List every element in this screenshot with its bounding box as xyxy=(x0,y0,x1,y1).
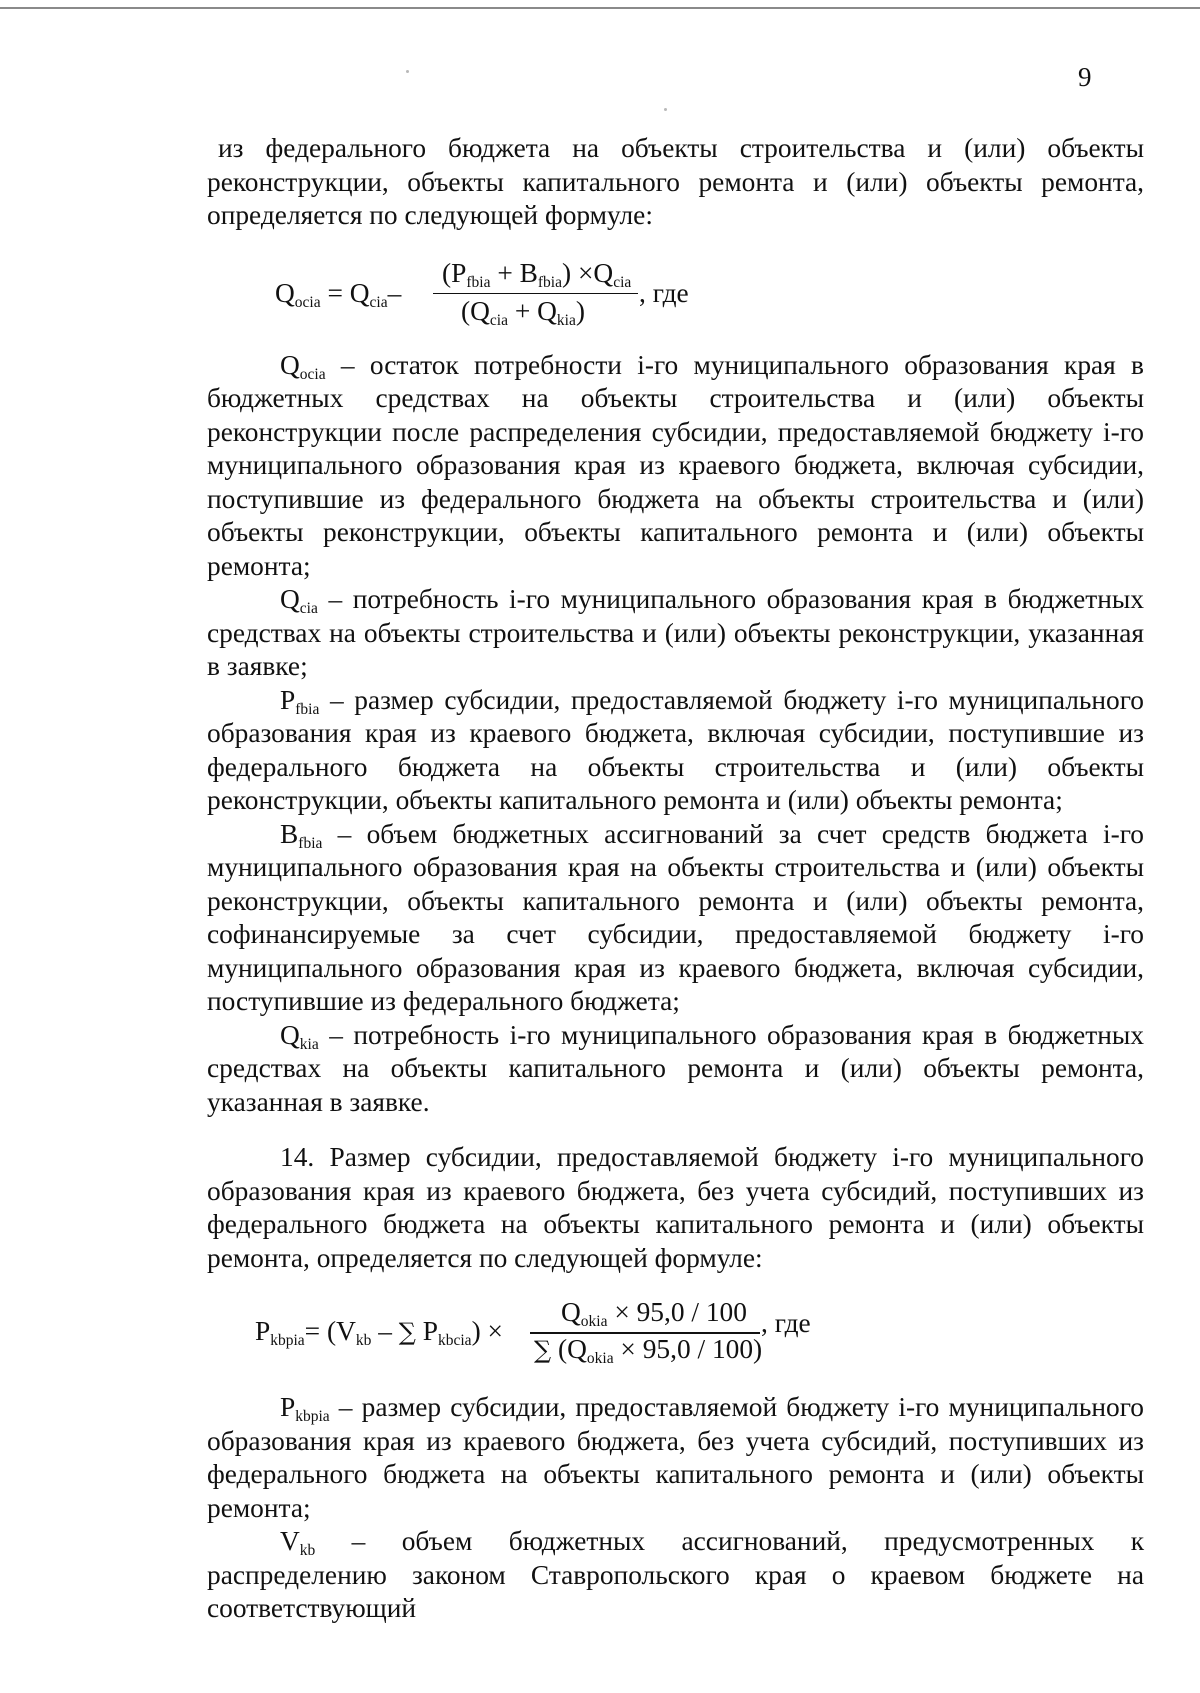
formula-numerator: $(P_{fbia} + B_{fbia}) \times Q_{cia}$ xyxy=(442,257,632,291)
definition-symbol: B xyxy=(280,818,299,849)
definition-symbol: Q xyxy=(280,1019,300,1050)
formula-lhs: $Q_{ocia} = Q_{cia}-$ xyxy=(275,277,402,311)
formula-lhs: $P_{kbpia}= (V_{kb}$ – ∑ $P_{kbcia}$) × xyxy=(255,1316,503,1349)
definition-subscript: fbia xyxy=(295,700,320,718)
definition-text: – объем бюджетных ассигнований за счет средств бюджета i-го муниципального образования края на объекты строительства и (или) объекты реконструкции, объекты капитального ремонта и (или) объекты ремонта, софинансируемые за счет субсидии, предоставляемой бюджету i-го муниципального образования края из краевого бюджета, включая субсидии, поступившие из федерального бюджета; xyxy=(207,818,1144,1016)
section-14-paragraph: 14. Размер субсидии, предоставляемой бюджету i-го муниципального образования края из краевого бюджета, без учета субсидий, поступивших из федерального бюджета на объекты капитального ремонта и (или) объекты ремонта, определяется по следующей формуле: xyxy=(207,1142,1144,1273)
definition-text: – потребность i-го муниципального образования края в бюджетных средствах на объекты капитального ремонта и (или) объекты ремонта, указанная в заявке. xyxy=(207,1019,1144,1117)
formula-denominator: $(Q_{cia} + Q_{kia})$ xyxy=(461,295,585,329)
definition-paragraph xyxy=(207,1525,1144,1626)
definition-symbol: Q xyxy=(280,349,300,380)
definition-text: – размер субсидии, предоставляемой бюджету i-го муниципального образования края из краевого бюджета, без учета субсидий, поступивших из федерального бюджета на объекты капитального ремонта и (или) объекты ремонта; xyxy=(207,1392,1144,1523)
definitions-list-1 xyxy=(207,349,1144,1120)
formula-qocia xyxy=(207,253,1144,329)
formula-denominator: ∑ $(Q_{okia} \times 95,0 / 100)$ xyxy=(534,1334,763,1367)
definition-symbol: V xyxy=(280,1526,300,1556)
definition-paragraph xyxy=(207,1019,1144,1120)
definition-text: – остаток потребности i-го муниципального образования края в бюджетных средствах на объекты строительства и (или) объекты реконструкции после распределения субсидии, предоставляемой бюджету i-го муниципального образования края из краевого бюджета, включая субсидии, поступившие из федерального бюджета на объекты строительства и (или) объекты реконструкции, объекты капитального ремонта и (или) объекты ремонта; xyxy=(207,349,1144,581)
definition-text: – потребность i-го муниципального образования края в бюджетных средствах на объекты строительства и (или) объекты реконструкции, указанная в заявке; xyxy=(207,584,1144,681)
intro-paragraph: из федерального бюджета на объекты строительства и (или) объекты реконструкции, объекты капитального ремонта и (или) объекты ремонта, определяется по следующей формуле: xyxy=(207,133,1144,230)
formula-pkbpia xyxy=(207,1293,1144,1369)
definition-subscript: fbia xyxy=(298,834,323,852)
definition-subscript: kbpia xyxy=(295,1408,330,1425)
formula-where: , где xyxy=(761,1308,811,1338)
definition-paragraph xyxy=(207,684,1144,818)
document-body xyxy=(207,132,1144,1626)
definitions-list-2 xyxy=(207,1391,1144,1626)
scan-top-edge xyxy=(0,7,1200,9)
scan-speck xyxy=(406,70,409,73)
definition-symbol: Q xyxy=(280,584,300,614)
definition-paragraph xyxy=(207,1391,1144,1525)
definition-text: – размер субсидии, предоставляемой бюджету i-го муниципального образования края из краевого бюджета, включая субсидии, поступившие из федерального бюджета на объекты строительства и (или) объекты реконструкции, объекты капитального ремонта и (или) объекты ремонта; xyxy=(207,684,1144,815)
definition-symbol: P xyxy=(280,1392,296,1422)
definition-paragraph xyxy=(207,349,1144,584)
definition-subscript: cia xyxy=(299,600,318,617)
definition-paragraph xyxy=(207,818,1144,1019)
definition-subscript: kb xyxy=(299,1542,316,1559)
definition-subscript: ocia xyxy=(299,365,326,383)
definition-subscript: kia xyxy=(299,1035,319,1053)
page-number: 9 xyxy=(1078,62,1092,92)
definition-paragraph xyxy=(207,583,1144,684)
scan-speck xyxy=(664,108,667,111)
definition-symbol: P xyxy=(280,684,296,715)
formula-numerator: $Q_{okia} \times 95,0 / 100$ xyxy=(561,1297,747,1330)
formula-where: , где xyxy=(639,277,689,308)
definition-text: – объем бюджетных ассигнований, предусмотренных к распределению законом Ставропольского края о краевом бюджете на соответствующий xyxy=(207,1526,1144,1623)
